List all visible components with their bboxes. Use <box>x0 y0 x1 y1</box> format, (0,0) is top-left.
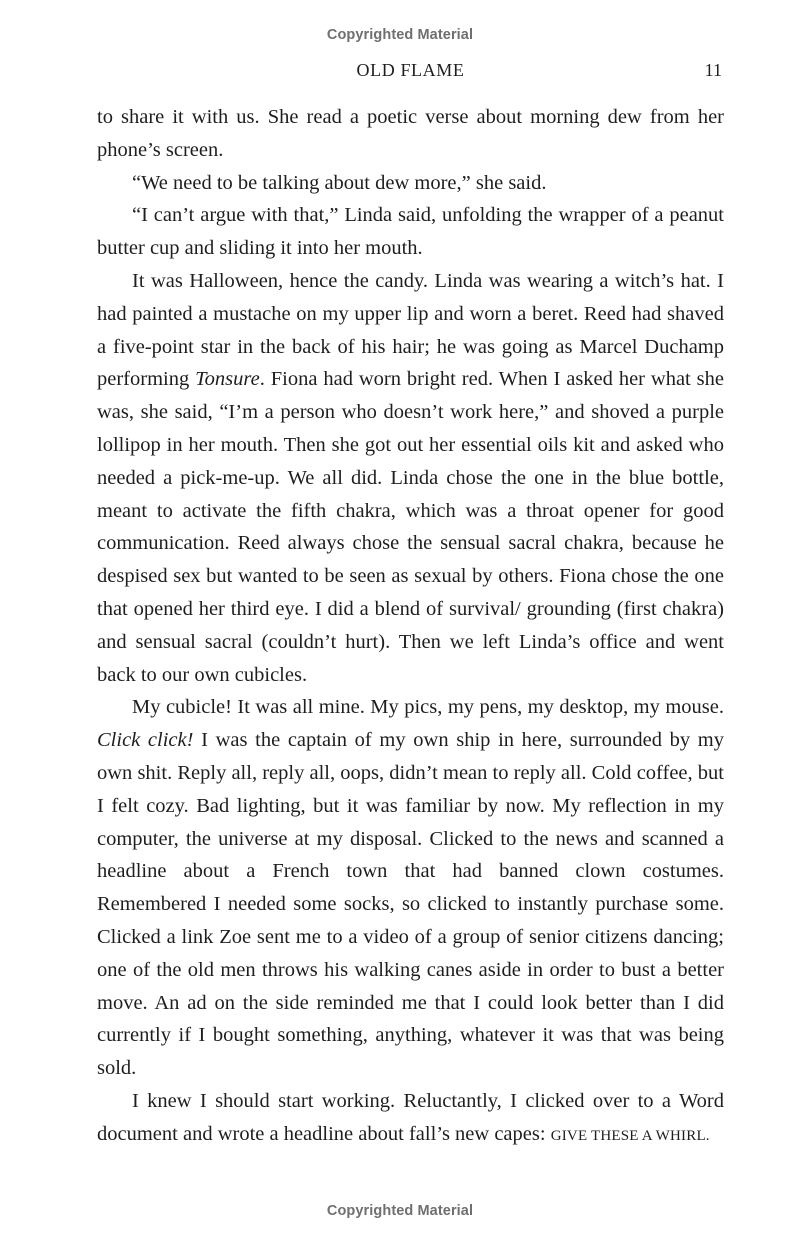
paragraph-6 <box>97 1085 724 1153</box>
page-number: 11 <box>704 60 722 80</box>
artwork-title-tonsure: Tonsure <box>195 368 260 391</box>
paragraph-1: to share it with us. She read a poetic verse about morning dew from her phone’s screen. <box>97 106 724 161</box>
paragraph-3: “I can’t argue with that,” Linda said, unfolding the wrapper of a peanut butter cup and sliding it into her mouth. <box>97 204 724 260</box>
running-title: OLD FLAME <box>356 60 465 80</box>
copyright-watermark-top: Copyrighted Material <box>326 27 474 43</box>
paragraph-4-text-a: It was Halloween, hence the candy. Linda was wearing a witch’s hat. I had painted a mustache on my upper lip and worn a beret. Reed had shaved a five-point star in the back of his hair; he was going as Marcel Duchamp performing <box>97 269 724 391</box>
copyright-watermark-bottom: Copyrighted Material <box>326 1203 474 1219</box>
paragraph-4-text-b: . Fiona had worn bright red. When I asked her what she was, she said, “I’m a person who doesn’t work here,” and shoved a purple lollipop in her mouth. Then she got out her essential oils kit and asked who needed a pick-me-up. We all did. Linda chose the one in the blue bottle, meant to activate the fifth chakra, which was a throat opener for good communication. Reed always chose the sensual sacral chakra, because he despised sex but wanted to be seen as sexual by others. Fiona chose the one that opened her third eye. I did a blend of survival/ grounding (first chakra) and sensual sacral (couldn’t hurt). Then we left Linda’s office and went back to our own cubicles. <box>97 368 724 686</box>
paragraph-6-text-a: I knew I should start working. Reluctantly, I clicked over to a Word document and wrote a headline about fall’s new capes: <box>97 1089 724 1145</box>
paragraph-5 <box>97 691 724 1085</box>
running-header <box>97 60 724 88</box>
paragraph-2: “We need to be talking about dew more,” she said. <box>132 171 547 194</box>
body-text <box>97 101 724 1153</box>
headline-smallcaps: GIVE THESE A WHIRL. <box>550 1127 710 1144</box>
paragraph-5-text-a: My cubicle! It was all mine. My pics, my pens, my desktop, my mouse. <box>132 696 724 719</box>
click-click-emphasis: Click click! <box>97 729 194 752</box>
paragraph-4 <box>97 265 724 691</box>
paragraph-5-text-b: I was the captain of my own ship in here, surrounded by my own shit. Reply all, reply all, oops, didn’t mean to reply all. Cold coffee, but I felt cozy. Bad lighting, but it was familiar by now. My reflection in my computer, the universe at my disposal. Clicked to the news and scanned a headline about a French town that had banned clown costumes. Remembered I needed some socks, so clicked to instantly purchase some. Clicked a link Zoe sent me to a video of a group of senior citizens dancing; one of the old men throws his walking canes aside in order to bust a better move. An ad on the side reminded me that I could look better than I did currently if I bought something, anything, whatever it was that was being sold. <box>97 729 724 1080</box>
